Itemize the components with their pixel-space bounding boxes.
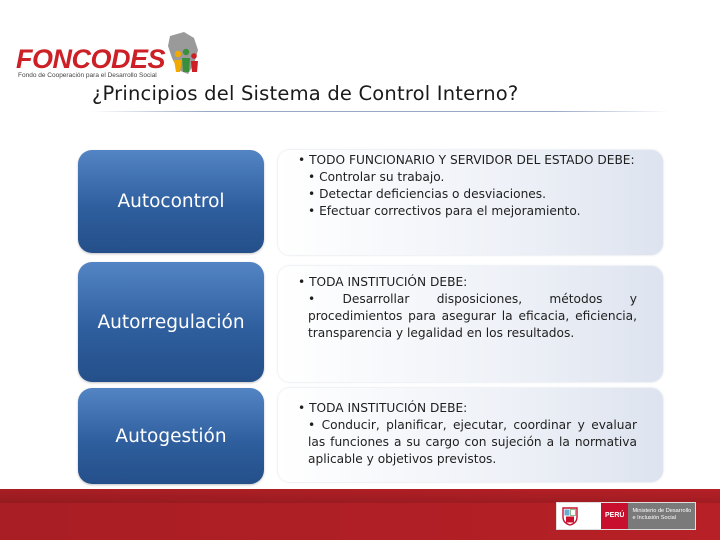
principle-label-box <box>78 262 264 382</box>
principle-heading: • TODA INSTITUCIÓN DEBE: <box>298 401 468 415</box>
page-title: ¿Principios del Sistema de Control Interno? <box>92 82 519 105</box>
principle-item: • Desarrollar disposiciones, métodos y procedimientos para asegurar la eficacia, eficiencia, transparencia y legalidad en los resultados. <box>308 292 637 340</box>
principle-item: • Controlar su trabajo. <box>308 170 445 184</box>
ministry-name-line2: e Inclusión Social <box>632 515 676 521</box>
coat-of-arms-icon <box>559 505 581 527</box>
principle-description-box <box>278 388 663 482</box>
logo-subtitle: Fondo de Cooperación para el Desarrollo Social <box>18 72 157 79</box>
title-divider <box>90 111 670 112</box>
ministry-name <box>628 503 695 529</box>
principle-description-box <box>278 266 663 382</box>
principle-label: Autorregulación <box>97 311 245 333</box>
principle-heading: • TODA INSTITUCIÓN DEBE: <box>298 275 468 289</box>
principle-item: • Conducir, planificar, ejecutar, coordinar y evaluar las funciones a su cargo con sujeción a la normativa aplicable y objetivos previstos. <box>308 418 637 466</box>
logo-text: FONCODES <box>16 44 166 74</box>
country-label: PERÚ <box>601 503 628 529</box>
principle-label: Autocontrol <box>117 191 225 212</box>
principle-item: • Detectar deficiencias o desviaciones. <box>308 187 547 201</box>
ministry-logo <box>556 502 696 530</box>
principle-item: • Efectuar correctivos para el mejoramiento. <box>308 204 581 218</box>
peru-map-figures-icon <box>164 30 204 80</box>
principle-label-box <box>78 388 264 484</box>
principle-label: Autogestión <box>115 425 227 447</box>
principle-label-box <box>78 150 264 253</box>
foncodes-logo <box>16 30 206 80</box>
principle-heading: • TODO FUNCIONARIO Y SERVIDOR DEL ESTADO DEBE: <box>298 153 635 167</box>
principle-description-box <box>278 150 663 255</box>
ministry-name-line1: Ministerio de Desarrollo <box>632 508 692 514</box>
